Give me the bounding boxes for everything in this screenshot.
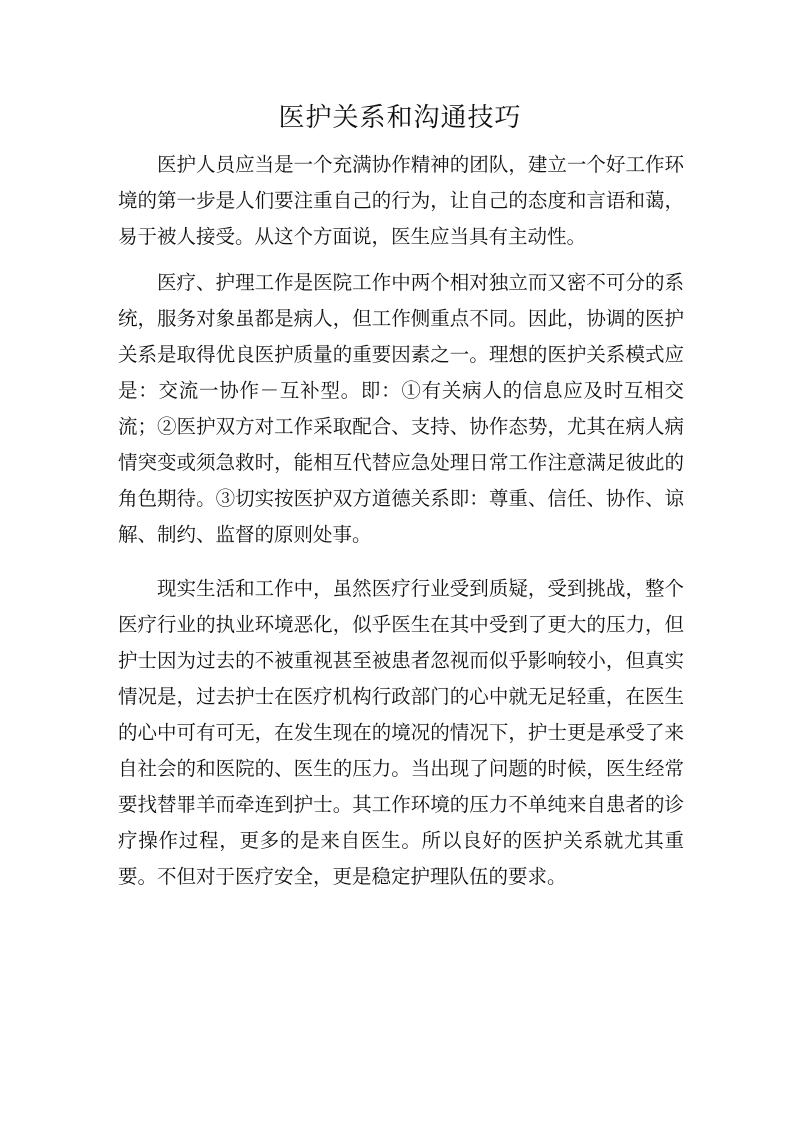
paragraph-1: 医护人员应当是一个充满协作精神的团队，建立一个好工作环境的第一步是人们要注重自己的行为，让自己的态度和言语和蔼，易于被人接受。从这个方面说，医生应当具有主动性。 [118, 153, 684, 248]
paragraph-2: 医疗、护理工作是医院工作中两个相对独立而又密不可分的系统，服务对象虽都是病人，但工作侧重点不同。因此，协调的医护关系是取得优良医护质量的重要因素之一。理想的医护关系模式应是：交流一协作－互补型。即：①有关病人的信息应及时互相交流；②医护双方对工作采取配合、支持、协作态势，尤其在病人病情突变或须急救时，能相互代替应急处理日常工作注意满足彼此的角色期待。③切实按医护双方道德关系即：尊重、信任、协作、谅解、制约、监督的原则处事。 [118, 271, 684, 546]
document-title: 医护关系和沟通技巧 [278, 103, 522, 133]
paragraph-3: 现实生活和工作中，虽然医疗行业受到质疑，受到挑战，整个医疗行业的执业环境恶化，似乎医生在其中受到了更大的压力，但护士因为过去的不被重视甚至被患者忽视而似乎影响较小，但真实情况是，过去护士在医疗机构行政部门的心中就无足轻重，在医生的心中可有可无，在发生现在的境况的情况下，护士更是承受了来自社会的和医院的、医生的压力。当出现了问题的时候，医生经常要找替罪羊而牵连到护士。其工作环境的压力不单纯来自患者的诊疗操作过程，更多的是来自医生。所以良好的医护关系就尤其重要。不但对于医疗安全，更是稳定护理队伍的要求。 [118, 577, 684, 888]
document-body [118, 147, 684, 905]
